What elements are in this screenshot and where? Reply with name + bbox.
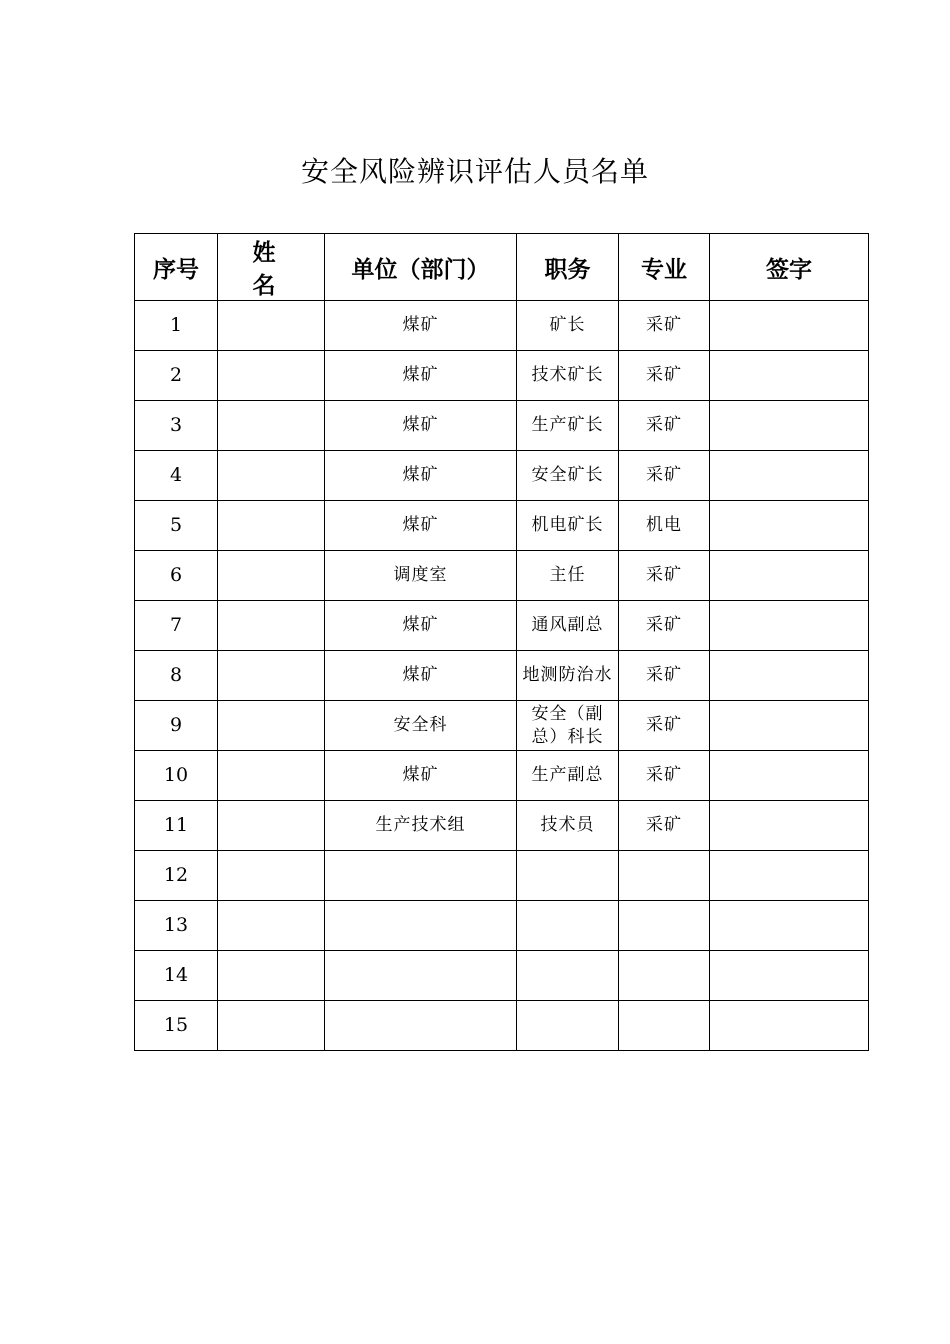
cell-specialty: 采矿: [619, 651, 710, 701]
cell-specialty: [619, 1001, 710, 1051]
table-row: [135, 951, 869, 1001]
cell-no: 3: [135, 401, 218, 451]
table-row: [135, 551, 869, 601]
cell-specialty: [619, 901, 710, 951]
table-row: [135, 451, 869, 501]
cell-no: 1: [135, 301, 218, 351]
cell-name: [218, 901, 325, 951]
cell-position: 地测防治水: [517, 651, 619, 701]
table-row: [135, 851, 869, 901]
cell-name: [218, 501, 325, 551]
page-title: 安全风险辨识评估人员名单: [300, 155, 649, 188]
cell-unit: 生产技术组: [325, 801, 517, 851]
cell-position: [517, 901, 619, 951]
cell-unit: [325, 1001, 517, 1051]
cell-unit: 调度室: [325, 551, 517, 601]
cell-no: 2: [135, 351, 218, 401]
cell-no: 8: [135, 651, 218, 701]
cell-signature: [710, 851, 869, 901]
header-no: 序号: [135, 234, 218, 301]
cell-name: [218, 651, 325, 701]
cell-name: [218, 451, 325, 501]
cell-unit: 煤矿: [325, 601, 517, 651]
header-specialty: 专业: [619, 234, 710, 301]
cell-specialty: [619, 851, 710, 901]
table-row: [135, 901, 869, 951]
cell-position: 通风副总: [517, 601, 619, 651]
header-position: 职务: [517, 234, 619, 301]
cell-position: [517, 1001, 619, 1051]
cell-unit: 煤矿: [325, 651, 517, 701]
table-header-row: [135, 234, 869, 301]
cell-unit: 煤矿: [325, 451, 517, 501]
cell-signature: [710, 701, 869, 751]
cell-specialty: [619, 951, 710, 1001]
cell-signature: [710, 651, 869, 701]
cell-name: [218, 601, 325, 651]
table-row: [135, 301, 869, 351]
cell-position: 安全矿长: [517, 451, 619, 501]
cell-no: 9: [135, 701, 218, 751]
personnel-table: [134, 233, 869, 1051]
table-row: [135, 401, 869, 451]
table-row: [135, 751, 869, 801]
table-row: [135, 701, 869, 751]
cell-specialty: 采矿: [619, 351, 710, 401]
cell-name: [218, 951, 325, 1001]
cell-no: 12: [135, 851, 218, 901]
header-unit: 单位（部门）: [325, 234, 517, 301]
cell-no: 15: [135, 1001, 218, 1051]
cell-position: 技术矿长: [517, 351, 619, 401]
cell-name: [218, 1001, 325, 1051]
table-row: [135, 651, 869, 701]
cell-position: 技术员: [517, 801, 619, 851]
cell-position: 生产副总: [517, 751, 619, 801]
cell-unit: [325, 951, 517, 1001]
cell-name: [218, 351, 325, 401]
table-row: [135, 1001, 869, 1051]
cell-position: [517, 951, 619, 1001]
cell-unit: [325, 851, 517, 901]
cell-name: [218, 751, 325, 801]
cell-name: [218, 301, 325, 351]
header-name: 姓 名: [218, 234, 325, 301]
table-body: [135, 301, 869, 1051]
header-signature: 签字: [710, 234, 869, 301]
cell-signature: [710, 451, 869, 501]
cell-signature: [710, 601, 869, 651]
cell-signature: [710, 801, 869, 851]
cell-specialty: 采矿: [619, 601, 710, 651]
cell-specialty: 采矿: [619, 401, 710, 451]
cell-specialty: 采矿: [619, 451, 710, 501]
table-row: [135, 601, 869, 651]
cell-name: [218, 851, 325, 901]
cell-signature: [710, 751, 869, 801]
cell-specialty: 采矿: [619, 701, 710, 751]
cell-name: [218, 551, 325, 601]
cell-signature: [710, 401, 869, 451]
cell-signature: [710, 551, 869, 601]
cell-unit: 煤矿: [325, 351, 517, 401]
table-row: [135, 501, 869, 551]
cell-unit: 煤矿: [325, 301, 517, 351]
cell-position: [517, 851, 619, 901]
cell-name: [218, 701, 325, 751]
cell-no: 11: [135, 801, 218, 851]
cell-unit: 安全科: [325, 701, 517, 751]
cell-unit: [325, 901, 517, 951]
cell-position: 安全（副总）科长: [517, 701, 619, 751]
cell-signature: [710, 351, 869, 401]
table-row: [135, 801, 869, 851]
cell-signature: [710, 301, 869, 351]
cell-no: 10: [135, 751, 218, 801]
cell-no: 4: [135, 451, 218, 501]
cell-signature: [710, 501, 869, 551]
cell-signature: [710, 1001, 869, 1051]
cell-no: 14: [135, 951, 218, 1001]
cell-unit: 煤矿: [325, 751, 517, 801]
cell-unit: 煤矿: [325, 501, 517, 551]
cell-specialty: 机电: [619, 501, 710, 551]
cell-position: 机电矿长: [517, 501, 619, 551]
cell-name: [218, 401, 325, 451]
cell-specialty: 采矿: [619, 801, 710, 851]
cell-position: 矿长: [517, 301, 619, 351]
cell-no: 5: [135, 501, 218, 551]
cell-signature: [710, 951, 869, 1001]
cell-no: 13: [135, 901, 218, 951]
cell-no: 7: [135, 601, 218, 651]
cell-position: 生产矿长: [517, 401, 619, 451]
cell-name: [218, 801, 325, 851]
cell-specialty: 采矿: [619, 751, 710, 801]
cell-signature: [710, 901, 869, 951]
cell-specialty: 采矿: [619, 301, 710, 351]
table-row: [135, 351, 869, 401]
cell-no: 6: [135, 551, 218, 601]
cell-unit: 煤矿: [325, 401, 517, 451]
cell-specialty: 采矿: [619, 551, 710, 601]
cell-position: 主任: [517, 551, 619, 601]
